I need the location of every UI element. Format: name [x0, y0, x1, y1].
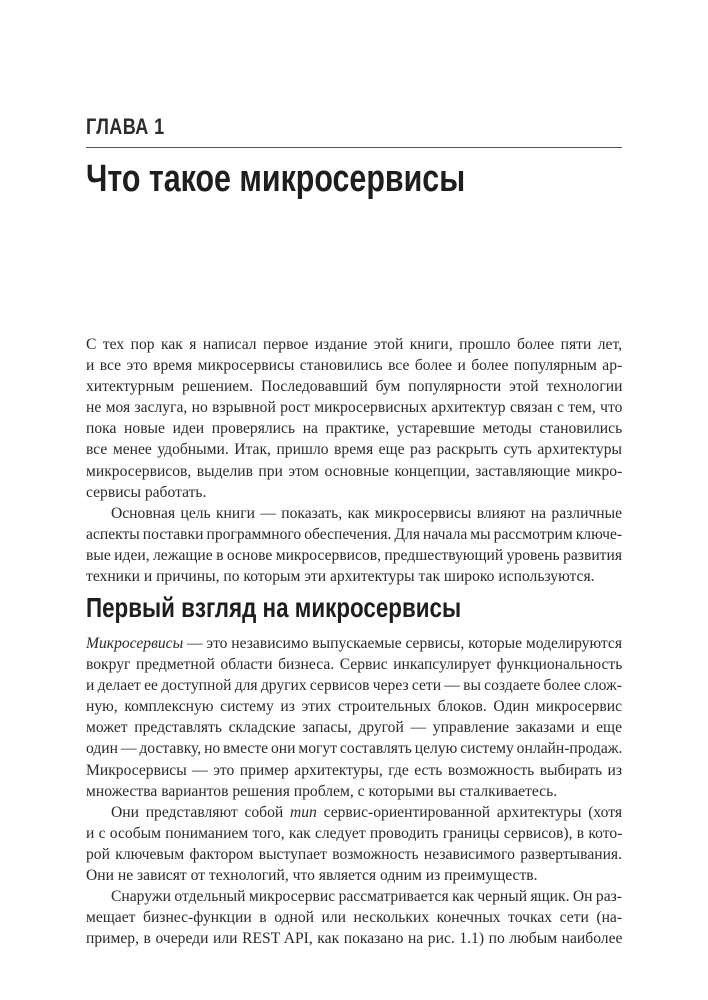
- text-line: Они не зависят от технологий, что является одним из преимуществ.: [86, 867, 538, 885]
- intro-paragraph-1: [86, 334, 622, 503]
- chapter-label: ГЛАВА 1: [86, 114, 165, 139]
- intro-paragraph-2: [86, 503, 622, 587]
- text-line: и делает ее доступной для других сервисов через сети — вы создаете более слож-: [86, 677, 622, 695]
- text-line: вые идеи, лежащие в основе микросервисов, предшествующий уровень развития: [86, 546, 622, 564]
- text-line: хитектурным решением. Последовавший бум популярности этой технологии: [86, 378, 623, 396]
- text-line: все менее удобными. Итак, пришло время еще раз раскрыть суть архитектуры: [86, 441, 622, 459]
- text-line: множества вариантов решения проблем, с которыми вы сталкиваетесь.: [86, 782, 558, 800]
- text-line: [86, 802, 622, 823]
- text-line: пример, в очереди или REST API, как показано на рис. 1.1) по любым наиболее: [86, 930, 623, 948]
- text-line: аспекты поставки программного обеспечения. Для начала мы рассмотрим ключе-: [86, 525, 623, 543]
- text-line: Микросервисы — это пример архитектуры, где есть возможность выбирать из: [86, 761, 623, 779]
- section-paragraph-1: [86, 633, 622, 802]
- text-line: С тех пор как я написал первое издание этой книги, прошло более пяти лет,: [86, 336, 622, 353]
- text-line: рой ключевым фактором выступает возможность независимого развертывания.: [86, 845, 622, 863]
- text-fragment: — это независимо выпускаемые сервисы, которые моделируются: [183, 635, 622, 652]
- section-text: [86, 633, 622, 949]
- text-line: ную, комплексную систему из этих строительных блоков. Один микросервис: [86, 698, 622, 716]
- text-line: может представлять складские запасы, другой — управление заказами и еще: [86, 719, 622, 737]
- text-line: сервисы работать.: [86, 483, 207, 501]
- text-line: и с особым пониманием того, как следует проводить границы сервисов), в кото-: [86, 824, 623, 842]
- text-line: один — доставку, но вместе они могут составлять целую систему онлайн-продаж.: [86, 740, 623, 758]
- text-fragment: сервис-ориентированной архитектуры (хотя: [316, 803, 622, 821]
- intro-text: [86, 334, 622, 587]
- section-heading: Первый взгляд на микросервисы: [86, 592, 462, 623]
- text-line: [86, 633, 622, 654]
- text-line: пока новые идеи проверялись на практике, устаревшие методы становились: [86, 420, 623, 438]
- text-line: не моя заслуга, но взрывной рост микросервисных архитектур связан с тем, что: [86, 399, 623, 417]
- text-line: и все это время микросервисы становились все более и более популярным ар-: [86, 357, 623, 375]
- text-fragment: Они представляют собой: [111, 803, 290, 821]
- text-line: техники и причины, по которым эти архитектуры так широко используются.: [86, 568, 595, 586]
- section-paragraph-3: [86, 886, 622, 949]
- text-line: мещает бизнес-функции в одной или нескольких конечных точках сети (на-: [86, 909, 623, 927]
- text-line: Основная цель книги — показать, как микросервисы влияют на различные: [111, 504, 622, 522]
- term-emphasis: тип: [289, 803, 317, 821]
- text-line: микросервисов, выделив при этом основные концепции, заставляющие микро-: [86, 462, 623, 480]
- chapter-title: Что такое микросервисы: [86, 158, 466, 200]
- term-emphasis: Микросервисы: [86, 635, 184, 652]
- text-line: вокруг предметной области бизнеса. Сервис инкапсулирует функциональность: [86, 656, 623, 674]
- chapter-divider: [86, 147, 622, 148]
- text-line: Снаружи отдельный микросервис рассматривается как черный ящик. Он раз-: [111, 888, 622, 906]
- section-paragraph-2: [86, 802, 622, 886]
